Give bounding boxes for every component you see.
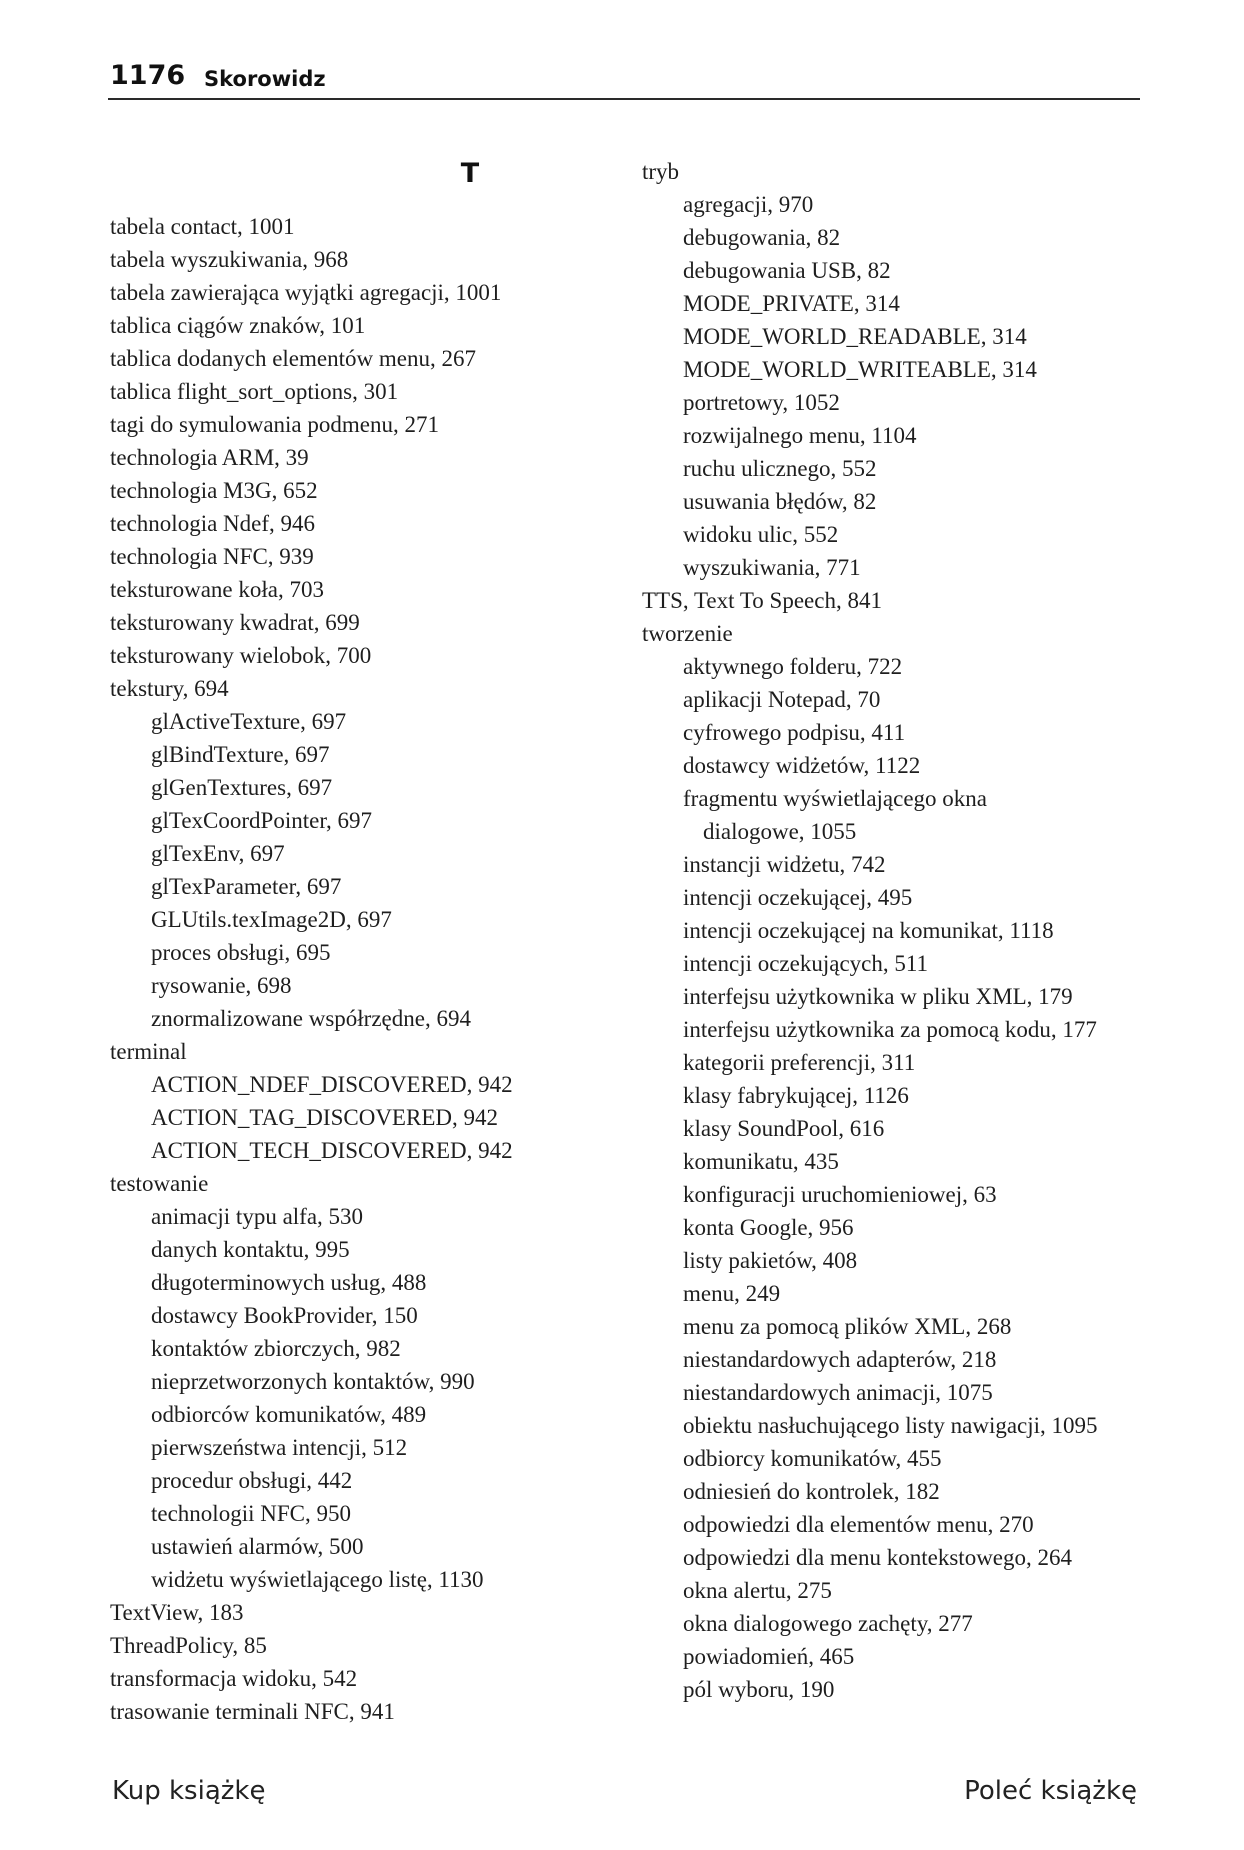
index-entry: tabela wyszukiwania, 968 bbox=[110, 247, 349, 272]
index-subentry: ACTION_TECH_DISCOVERED, 942 bbox=[151, 1138, 513, 1163]
index-subentry: kontaktów zbiorczych, 982 bbox=[151, 1336, 401, 1361]
index-subentry: proces obsługi, 695 bbox=[151, 940, 331, 965]
index-subentry: konfiguracji uruchomieniowej, 63 bbox=[683, 1182, 997, 1207]
index-subentry: menu, 249 bbox=[683, 1281, 781, 1306]
index-subentry: dostawcy BookProvider, 150 bbox=[151, 1303, 418, 1328]
index-subentry: klasy SoundPool, 616 bbox=[683, 1116, 885, 1141]
index-subentry: glTexEnv, 697 bbox=[151, 841, 285, 866]
index-entry: TTS, Text To Speech, 841 bbox=[642, 588, 882, 613]
index-entry: tabela contact, 1001 bbox=[110, 214, 295, 239]
index-subentry: glTexCoordPointer, 697 bbox=[151, 808, 373, 833]
index-subentry: ACTION_TAG_DISCOVERED, 942 bbox=[151, 1105, 498, 1130]
index-subentry: intencji oczekującej, 495 bbox=[683, 885, 913, 910]
index-entry: technologia ARM, 39 bbox=[110, 445, 309, 470]
index-subentry: odbiorcy komunikatów, 455 bbox=[683, 1446, 942, 1471]
index-entry: ThreadPolicy, 85 bbox=[110, 1633, 267, 1658]
index-subentry: procedur obsługi, 442 bbox=[151, 1468, 353, 1493]
index-subentry: okna alertu, 275 bbox=[683, 1578, 832, 1603]
index-entry: teksturowany kwadrat, 699 bbox=[110, 610, 360, 635]
index-subentry: komunikatu, 435 bbox=[683, 1149, 839, 1174]
index-entry: tablica flight_sort_options, 301 bbox=[110, 379, 399, 404]
index-subentry: GLUtils.texImage2D, 697 bbox=[151, 907, 392, 932]
index-entry: technologia M3G, 652 bbox=[110, 478, 318, 503]
buy-book-link[interactable]: Kup książkę bbox=[112, 1776, 266, 1806]
index-subentry: widoku ulic, 552 bbox=[683, 522, 839, 547]
index-subentry: konta Google, 956 bbox=[683, 1215, 854, 1240]
index-subentry: widżetu wyświetlającego listę, 1130 bbox=[151, 1567, 484, 1592]
index-subentry: aplikacji Notepad, 70 bbox=[683, 687, 881, 712]
index-subentry: animacji typu alfa, 530 bbox=[151, 1204, 364, 1229]
index-subentry: agregacji, 970 bbox=[683, 192, 814, 217]
index-subentry: MODE_WORLD_WRITEABLE, 314 bbox=[683, 357, 1037, 382]
index-subentry: ustawień alarmów, 500 bbox=[151, 1534, 364, 1559]
index-subentry: odpowiedzi dla menu kontekstowego, 264 bbox=[683, 1545, 1073, 1570]
index-subentry: obiektu nasłuchującego listy nawigacji, 1095 bbox=[683, 1413, 1098, 1438]
index-subentry: MODE_PRIVATE, 314 bbox=[683, 291, 900, 316]
index-subentry: niestandardowych adapterów, 218 bbox=[683, 1347, 997, 1372]
index-entry: technologia NFC, 939 bbox=[110, 544, 314, 569]
index-subentry: wyszukiwania, 771 bbox=[683, 555, 861, 580]
index-subentry: glBindTexture, 697 bbox=[151, 742, 330, 767]
index-subentry: glActiveTexture, 697 bbox=[151, 709, 347, 734]
index-subentry: pól wyboru, 190 bbox=[683, 1677, 835, 1702]
index-entry: tekstury, 694 bbox=[110, 676, 229, 701]
index-subentry: fragmentu wyświetlającego okna bbox=[683, 786, 987, 811]
index-entry: tworzenie bbox=[642, 621, 733, 646]
index-entry: teksturowany wielobok, 700 bbox=[110, 643, 372, 668]
index-subentry: menu za pomocą plików XML, 268 bbox=[683, 1314, 1012, 1339]
index-subentry: instancji widżetu, 742 bbox=[683, 852, 886, 877]
index-entry: tabela zawierająca wyjątki agregacji, 1001 bbox=[110, 280, 502, 305]
index-entry: tagi do symulowania podmenu, 271 bbox=[110, 412, 439, 437]
index-entry: technologia Ndef, 946 bbox=[110, 511, 316, 536]
index-subentry: długoterminowych usług, 488 bbox=[151, 1270, 427, 1295]
index-subentry: debugowania USB, 82 bbox=[683, 258, 891, 283]
index-subentry: aktywnego folderu, 722 bbox=[683, 654, 903, 679]
index-entry: tryb bbox=[642, 159, 680, 184]
index-subentry: glGenTextures, 697 bbox=[151, 775, 333, 800]
index-subentry: pierwszeństwa intencji, 512 bbox=[151, 1435, 408, 1460]
index-subentry: dialogowe, 1055 bbox=[703, 819, 857, 844]
index-entries-right bbox=[642, 155, 1162, 1706]
index-subentry: glTexParameter, 697 bbox=[151, 874, 342, 899]
index-subentry: powiadomień, 465 bbox=[683, 1644, 855, 1669]
index-entry: tablica dodanych elementów menu, 267 bbox=[110, 346, 476, 371]
index-subentry: kategorii preferencji, 311 bbox=[683, 1050, 916, 1075]
index-subentry: znormalizowane współrzędne, 694 bbox=[151, 1006, 471, 1031]
index-letter-heading: T bbox=[460, 158, 480, 189]
index-subentry: rysowanie, 698 bbox=[151, 973, 292, 998]
index-subentry: intencji oczekujących, 511 bbox=[683, 951, 929, 976]
index-subentry: portretowy, 1052 bbox=[683, 390, 840, 415]
running-header bbox=[108, 58, 1140, 100]
index-subentry: listy pakietów, 408 bbox=[683, 1248, 858, 1273]
index-subentry: ruchu ulicznego, 552 bbox=[683, 456, 877, 481]
index-subentry: nieprzetworzonych kontaktów, 990 bbox=[151, 1369, 475, 1394]
index-subentry: niestandardowych animacji, 1075 bbox=[683, 1380, 993, 1405]
index-entry: TextView, 183 bbox=[110, 1600, 244, 1625]
index-subentry: usuwania błędów, 82 bbox=[683, 489, 877, 514]
index-subentry: danych kontaktu, 995 bbox=[151, 1237, 350, 1262]
index-subentry: debugowania, 82 bbox=[683, 225, 841, 250]
section-title: Skorowidz bbox=[204, 67, 326, 91]
index-subentry: odbiorców komunikatów, 489 bbox=[151, 1402, 427, 1427]
index-subentry: technologii NFC, 950 bbox=[151, 1501, 351, 1526]
index-entry: trasowanie terminali NFC, 941 bbox=[110, 1699, 395, 1724]
index-entry: testowanie bbox=[110, 1171, 209, 1196]
index-subentry: interfejsu użytkownika w pliku XML, 179 bbox=[683, 984, 1073, 1009]
index-subentry: cyfrowego podpisu, 411 bbox=[683, 720, 906, 745]
recommend-book-link[interactable]: Poleć książkę bbox=[964, 1776, 1137, 1806]
index-entry: transformacja widoku, 542 bbox=[110, 1666, 358, 1691]
index-subentry: ACTION_NDEF_DISCOVERED, 942 bbox=[151, 1072, 513, 1097]
index-entry: tablica ciągów znaków, 101 bbox=[110, 313, 366, 338]
index-subentry: dostawcy widżetów, 1122 bbox=[683, 753, 921, 778]
index-subentry: odpowiedzi dla elementów menu, 270 bbox=[683, 1512, 1034, 1537]
index-entry: terminal bbox=[110, 1039, 187, 1064]
index-subentry: rozwijalnego menu, 1104 bbox=[683, 423, 917, 448]
index-subentry: MODE_WORLD_READABLE, 314 bbox=[683, 324, 1027, 349]
index-subentry: odniesień do kontrolek, 182 bbox=[683, 1479, 940, 1504]
index-entry: teksturowane koła, 703 bbox=[110, 577, 324, 602]
index-entries-left bbox=[110, 210, 610, 1728]
index-subentry: okna dialogowego zachęty, 277 bbox=[683, 1611, 973, 1636]
index-subentry: klasy fabrykującej, 1126 bbox=[683, 1083, 909, 1108]
page-number: 1176 bbox=[110, 60, 186, 91]
index-subentry: intencji oczekującej na komunikat, 1118 bbox=[683, 918, 1054, 943]
index-subentry: interfejsu użytkownika za pomocą kodu, 177 bbox=[683, 1017, 1097, 1042]
